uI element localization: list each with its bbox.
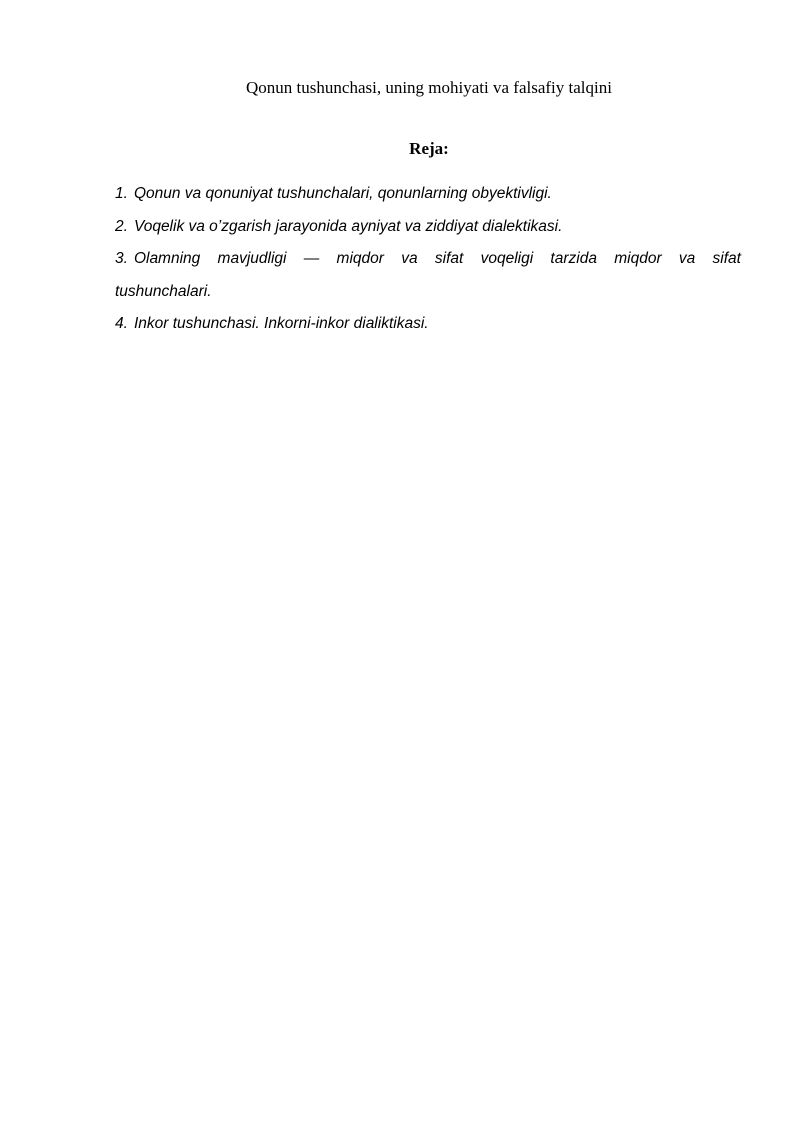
plan-item-text: Olamning mavjudligi — miqdor va sifat voqeligi tarzida miqdor va sifat bbox=[133, 250, 741, 267]
plan-item-line bbox=[115, 243, 741, 276]
plan-item-2 bbox=[115, 211, 741, 244]
plan-item-number: 2. bbox=[115, 217, 128, 235]
plan-item-text: Qonun va qonuniyat tushunchalari, qonunlarning obyektivligi. bbox=[133, 185, 552, 202]
plan-item-number: 4. bbox=[115, 315, 128, 332]
plan-item-4 bbox=[115, 308, 741, 341]
document-title: Qonun tushunchasi, uning mohiyati va falsafiy talqini bbox=[246, 78, 612, 97]
plan-item-text: Voqelik va o’zgarish jarayonida ayniyat va ziddiyat dialektikasi. bbox=[133, 217, 563, 235]
plan-item-3 bbox=[115, 243, 741, 308]
plan-item-text: Inkor tushunchasi. Inkorni-inkor dialiktikasi. bbox=[133, 315, 429, 332]
plan-item-number: 1. bbox=[115, 185, 128, 202]
plan-list bbox=[115, 178, 741, 341]
plan-item-1 bbox=[115, 178, 741, 211]
plan-item-text-continuation: tushunchalari. bbox=[115, 282, 212, 300]
plan-heading: Reja: bbox=[409, 139, 449, 158]
plan-item-number: 3. bbox=[115, 250, 128, 267]
